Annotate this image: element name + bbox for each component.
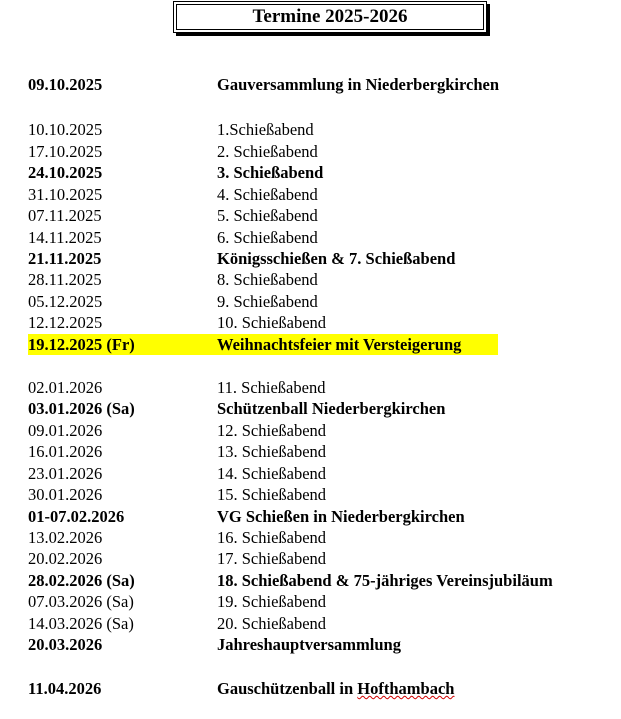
row-event: 20. Schießabend <box>217 614 327 633</box>
row-date: 07.03.2026 (Sa) <box>28 592 134 611</box>
row-date: 20.03.2026 <box>28 635 103 654</box>
row-date: 28.11.2025 <box>28 270 102 289</box>
row-event: 9. Schießabend <box>217 292 318 311</box>
row-event: 11. Schießabend <box>217 378 326 397</box>
row-event: 13. Schießabend <box>217 442 327 461</box>
row-date: 21.11.2025 <box>28 249 102 268</box>
row-date: 28.02.2026 (Sa) <box>28 571 135 590</box>
row-date: 09.10.2025 <box>28 75 103 94</box>
row-date: 01-07.02.2026 <box>28 507 125 526</box>
row-date: 24.10.2025 <box>28 163 103 182</box>
row-event: Gauversammlung in Niederbergkirchen <box>217 75 500 94</box>
row-date: 13.02.2026 <box>28 528 103 547</box>
row-event: 15. Schießabend <box>217 485 327 504</box>
row-event: 4. Schießabend <box>217 185 318 204</box>
row-date: 31.10.2025 <box>28 185 103 204</box>
schedule-row <box>28 334 498 355</box>
row-event: 16. Schießabend <box>217 528 327 547</box>
row-event: Weihnachtsfeier mit Versteigerung <box>217 335 462 354</box>
row-event <box>217 678 454 699</box>
row-date: 20.02.2026 <box>28 549 103 568</box>
row-date: 07.11.2025 <box>28 206 102 225</box>
row-event: 17. Schießabend <box>217 549 327 568</box>
row-event: 12. Schießabend <box>217 421 327 440</box>
row-date: 09.01.2026 <box>28 421 103 440</box>
row-date: 03.01.2026 (Sa) <box>28 399 135 418</box>
row-date: 19.12.2025 (Fr) <box>28 335 135 354</box>
row-event: 6. Schießabend <box>217 228 318 247</box>
row-event: 5. Schießabend <box>217 206 318 225</box>
row-date: 10.10.2025 <box>28 120 103 139</box>
row-event: 1.Schießabend <box>217 120 314 139</box>
page-title: Termine 2025-2026 <box>252 6 408 27</box>
row-date: 05.12.2025 <box>28 292 103 311</box>
row-date: 14.03.2026 (Sa) <box>28 614 134 633</box>
spellcheck-marked-word: Hofthambach <box>357 679 455 698</box>
row-event: Jahreshauptversammlung <box>217 635 401 654</box>
row-date: 23.01.2026 <box>28 464 103 483</box>
row-event: Königsschießen & 7. Schießabend <box>217 249 456 268</box>
row-event: 2. Schießabend <box>217 142 318 161</box>
row-date: 17.10.2025 <box>28 142 103 161</box>
row-date: 14.11.2025 <box>28 228 102 247</box>
row-event: 3. Schießabend <box>217 163 324 182</box>
row-date: 02.01.2026 <box>28 378 103 397</box>
row-event: 10. Schießabend <box>217 313 327 332</box>
row-event: VG Schießen in Niederbergkirchen <box>217 507 465 526</box>
row-date: 16.01.2026 <box>28 442 103 461</box>
title-box <box>173 1 487 33</box>
row-event-prefix: Gauschützenball in <box>217 679 358 698</box>
row-event: Schützenball Niederbergkirchen <box>217 399 446 418</box>
row-date: 12.12.2025 <box>28 313 103 332</box>
row-event: 18. Schießabend & 75-jähriges Vereinsjubiläum <box>217 571 553 590</box>
row-event: 19. Schießabend <box>217 592 327 611</box>
row-date: 11.04.2026 <box>28 679 102 698</box>
row-event: 8. Schießabend <box>217 270 318 289</box>
row-date: 30.01.2026 <box>28 485 103 504</box>
row-event: 14. Schießabend <box>217 464 327 483</box>
